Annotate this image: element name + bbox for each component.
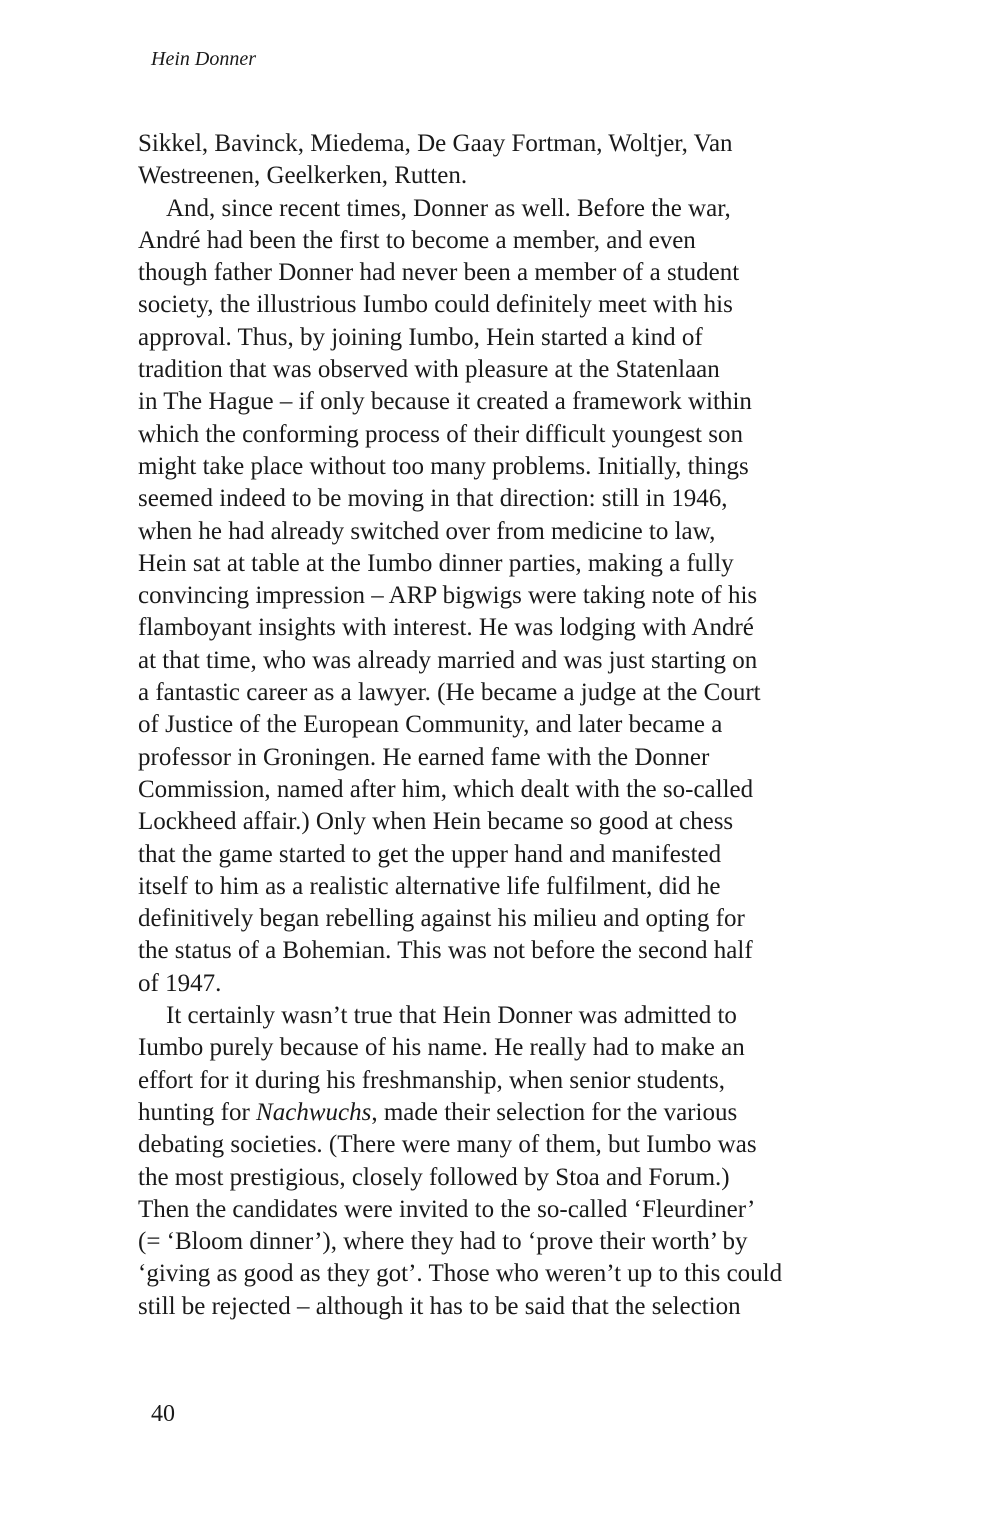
text-segment: Westreenen, Geelkerken, Rutten. [138, 162, 468, 190]
text-segment: seemed indeed to be moving in that direction: still in 1946, [138, 485, 728, 513]
text-segment: Then the candidates were invited to the so-called ‘Fleurdiner’ [138, 1195, 756, 1223]
text-line [138, 839, 868, 871]
text-segment: of 1947. [138, 969, 222, 997]
text-line [138, 1226, 868, 1258]
text-segment: itself to him as a realistic alternative life fulfilment, did he [138, 872, 721, 900]
text-line [138, 354, 868, 386]
text-segment: at that time, who was already married and was just starting on [138, 646, 758, 674]
text-line [138, 1194, 868, 1226]
text-segment: that the game started to get the upper hand and manifested [138, 840, 722, 868]
text-segment: might take place without too many problems. Initially, things [138, 452, 749, 480]
text-line [138, 968, 868, 1000]
text-line [138, 1162, 868, 1194]
text-segment: ‘giving as good as they got’. Those who weren’t up to this could [138, 1260, 783, 1288]
text-segment: And, since recent times, Donner as well. Before the war, [166, 194, 731, 222]
text-segment: society, the illustrious Iumbo could definitely meet with his [138, 291, 733, 319]
text-line [138, 935, 868, 967]
text-line [138, 257, 868, 289]
text-line [138, 742, 868, 774]
text-segment: (= ‘Bloom dinner’), where they had to ‘prove their worth’ by [138, 1228, 748, 1256]
text-line [138, 193, 868, 225]
text-segment: effort for it during his freshmanship, when senior students, [138, 1066, 725, 1094]
text-segment: a fantastic career as a lawyer. (He became a judge at the Court [138, 679, 761, 707]
text-segment: hunting for [138, 1098, 257, 1126]
text-line [138, 580, 868, 612]
text-segment: debating societies. (There were many of them, but Iumbo was [138, 1131, 757, 1159]
text-line [138, 806, 868, 838]
text-line [138, 774, 868, 806]
text-segment: the most prestigious, closely followed by Stoa and Forum.) [138, 1163, 730, 1191]
text-segment: flamboyant insights with interest. He was lodging with André [138, 614, 754, 642]
text-segment: the status of a Bohemian. This was not before the second half [138, 937, 753, 965]
text-segment: tradition that was observed with pleasure at the Statenlaan [138, 356, 720, 384]
text-segment: convincing impression – ARP bigwigs were taking note of his [138, 582, 758, 610]
text-line [138, 160, 868, 192]
text-segment: which the conforming process of their difficult youngest son [138, 420, 743, 448]
text-line [138, 516, 868, 548]
text-line [138, 1291, 868, 1323]
text-segment: of Justice of the European Community, and later became a [138, 711, 723, 739]
text-segment: in The Hague – if only because it created a framework within [138, 388, 752, 416]
text-segment: Commission, named after him, which dealt with the so-called [138, 775, 754, 803]
text-line [138, 322, 868, 354]
text-segment: though father Donner had never been a member of a student [138, 259, 740, 287]
text-line [138, 1129, 868, 1161]
running-head: Hein Donner [151, 48, 256, 70]
text-line [138, 1258, 868, 1290]
text-segment: Lockheed affair.) Only when Hein became so good at chess [138, 808, 734, 836]
text-line [138, 1032, 868, 1064]
text-segment: still be rejected – although it has to be said that the selection [138, 1292, 741, 1320]
text-segment: Iumbo purely because of his name. He really had to make an [138, 1034, 745, 1062]
text-line [138, 548, 868, 580]
text-line [138, 1097, 868, 1129]
italic-text: Nachwuchs [256, 1098, 372, 1126]
text-segment: when he had already switched over from medicine to law, [138, 517, 716, 545]
text-line [138, 677, 868, 709]
text-line [138, 709, 868, 741]
text-line [138, 451, 868, 483]
text-segment: André had been the first to become a member, and even [138, 226, 696, 254]
text-line [138, 128, 868, 160]
page-number: 40 [151, 1401, 175, 1427]
text-line [138, 483, 868, 515]
text-line [138, 871, 868, 903]
text-line [138, 289, 868, 321]
text-segment: , made their selection for the various [371, 1098, 738, 1126]
text-segment: definitively began rebelling against his milieu and opting for [138, 905, 745, 933]
text-segment: It certainly wasn’t true that Hein Donner was admitted to [166, 1002, 737, 1030]
body-text [138, 128, 868, 1323]
text-line [138, 1000, 868, 1032]
text-line [138, 1065, 868, 1097]
text-segment: approval. Thus, by joining Iumbo, Hein started a kind of [138, 323, 703, 351]
text-line [138, 419, 868, 451]
text-line [138, 225, 868, 257]
text-line [138, 612, 868, 644]
text-segment: professor in Groningen. He earned fame with the Donner [138, 743, 710, 771]
text-line [138, 645, 868, 677]
text-segment: Hein sat at table at the Iumbo dinner parties, making a fully [138, 549, 734, 577]
text-segment: Sikkel, Bavinck, Miedema, De Gaay Fortman, Woltjer, Van [138, 130, 733, 157]
text-line [138, 386, 868, 418]
text-line [138, 903, 868, 935]
